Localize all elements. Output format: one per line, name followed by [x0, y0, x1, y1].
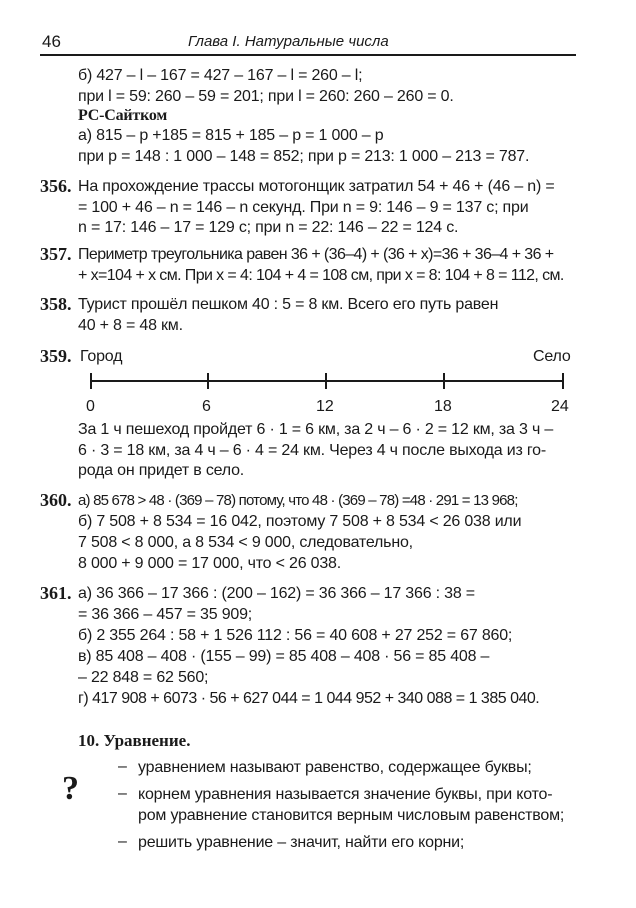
intro-line-2: при l = 59: 260 – 59 = 201; при l = 260: 260 – 260 = 0. [78, 88, 454, 105]
problem-361-line-6: г) 417 908 + 6073 · 56 + 627 044 = 1 044 952 + 340 088 = 1 385 040. [78, 690, 540, 707]
problem-358-line-2: 40 + 8 = 48 км. [78, 317, 183, 334]
bullet-dash: – [118, 785, 127, 802]
number-line-tick [562, 373, 564, 389]
problem-356-line-2: = 100 + 46 – n = 146 – n секунд. При n = 9: 146 – 9 = 137 с; при [78, 199, 529, 216]
number-line-axis [90, 380, 564, 382]
problem-361-line-2: = 36 366 – 457 = 35 909; [78, 606, 253, 623]
problem-357-number: 357. [40, 244, 72, 264]
bullet-dash: – [118, 758, 127, 775]
problem-358-line-1: Турист прошёл пешком 40 : 5 = 8 км. Всего его путь равен [78, 296, 499, 313]
bullet-dash: – [118, 833, 127, 850]
chapter-title: Глава I. Натуральные числа [188, 33, 389, 50]
page-number: 46 [42, 32, 61, 51]
problem-360-line-4: 8 000 + 9 000 = 17 000, что < 26 038. [78, 555, 341, 572]
problem-361-line-4: в) 85 408 – 408 · (155 – 99) = 85 408 – 408 · 56 = 85 408 – [78, 648, 490, 665]
definition-line-2b: ром уравнение становится верным числовым равенством; [138, 807, 565, 824]
definition-line-1: уравнением называют равенство, содержащее буквы; [138, 759, 532, 776]
number-line-tick [325, 373, 327, 389]
problem-359-number: 359. [40, 346, 72, 366]
problem-359-line-2: 6 · 3 = 18 км, за 4 ч – 6 · 4 = 24 км. Через 4 ч после выхода из го- [78, 442, 546, 459]
tick-label-24: 24 [551, 398, 569, 415]
problem-360-line-1: а) 85 678 > 48 · (369 – 78) потому, что 48 · (369 – 78) =48 · 291 = 13 968; [78, 492, 518, 509]
definition-line-2a: корнем уравнения называется значение буквы, при кото- [138, 786, 553, 803]
section-title: 10. Уравнение. [78, 731, 191, 750]
problem-361-line-1: а) 36 366 – 17 366 : (200 – 162) = 36 366 – 17 366 : 38 = [78, 585, 475, 602]
intro-watermark-label: РС-Сайтком [78, 107, 168, 124]
number-line-label-city: Город [80, 348, 123, 365]
intro-line-4: а) 815 – р +185 = 815 + 185 – р = 1 000 – р [78, 127, 384, 144]
tick-label-0: 0 [86, 398, 95, 415]
tick-label-12: 12 [316, 398, 334, 415]
problem-360-line-2: б) 7 508 + 8 534 = 16 042, поэтому 7 508 + 8 534 < 26 038 или [78, 513, 522, 530]
question-mark-icon: ? [62, 770, 79, 807]
problem-361-line-3: б) 2 355 264 : 58 + 1 526 112 : 56 = 40 608 + 27 252 = 67 860; [78, 627, 513, 644]
problem-357-line-2: + x=104 + x см. При x = 4: 104 + 4 = 108 см, при x = 8: 104 + 8 = 112, см. [78, 267, 564, 284]
problem-356-line-1: На прохождение трассы мотогонщик затратил 54 + 46 + (46 – n) = [78, 178, 555, 195]
problem-357-line-1: Периметр треугольника равен 36 + (36–4) + (36 + x)=36 + 36–4 + 36 + [78, 246, 554, 263]
number-line-tick [443, 373, 445, 389]
problem-361-line-5: – 22 848 = 62 560; [78, 669, 209, 686]
problem-356-number: 356. [40, 176, 72, 196]
problem-360-number: 360. [40, 490, 72, 510]
problem-361-number: 361. [40, 583, 72, 603]
intro-line-1: б) 427 – l – 167 = 427 – 167 – l = 260 – l; [78, 67, 363, 84]
page-header [40, 32, 576, 56]
intro-line-5: при р = 148 : 1 000 – 148 = 852; при р = 213: 1 000 – 213 = 787. [78, 148, 530, 165]
problem-358-number: 358. [40, 294, 72, 314]
problem-360-line-3: 7 508 < 8 000, а 8 534 < 9 000, следовательно, [78, 534, 413, 551]
number-line-tick [207, 373, 209, 389]
tick-label-6: 6 [202, 398, 211, 415]
problem-359-line-1: За 1 ч пешеход пройдет 6 · 1 = 6 км, за 2 ч – 6 · 2 = 12 км, за 3 ч – [78, 421, 554, 438]
tick-label-18: 18 [434, 398, 452, 415]
number-line-tick [90, 373, 92, 389]
problem-356-line-3: n = 17: 146 – 17 = 129 с; при n = 22: 146 – 22 = 124 с. [78, 219, 459, 236]
number-line-label-village: Село [533, 348, 571, 365]
problem-359-line-3: рода он придет в село. [78, 462, 245, 479]
definition-line-3: решить уравнение – значит, найти его корни; [138, 834, 465, 851]
